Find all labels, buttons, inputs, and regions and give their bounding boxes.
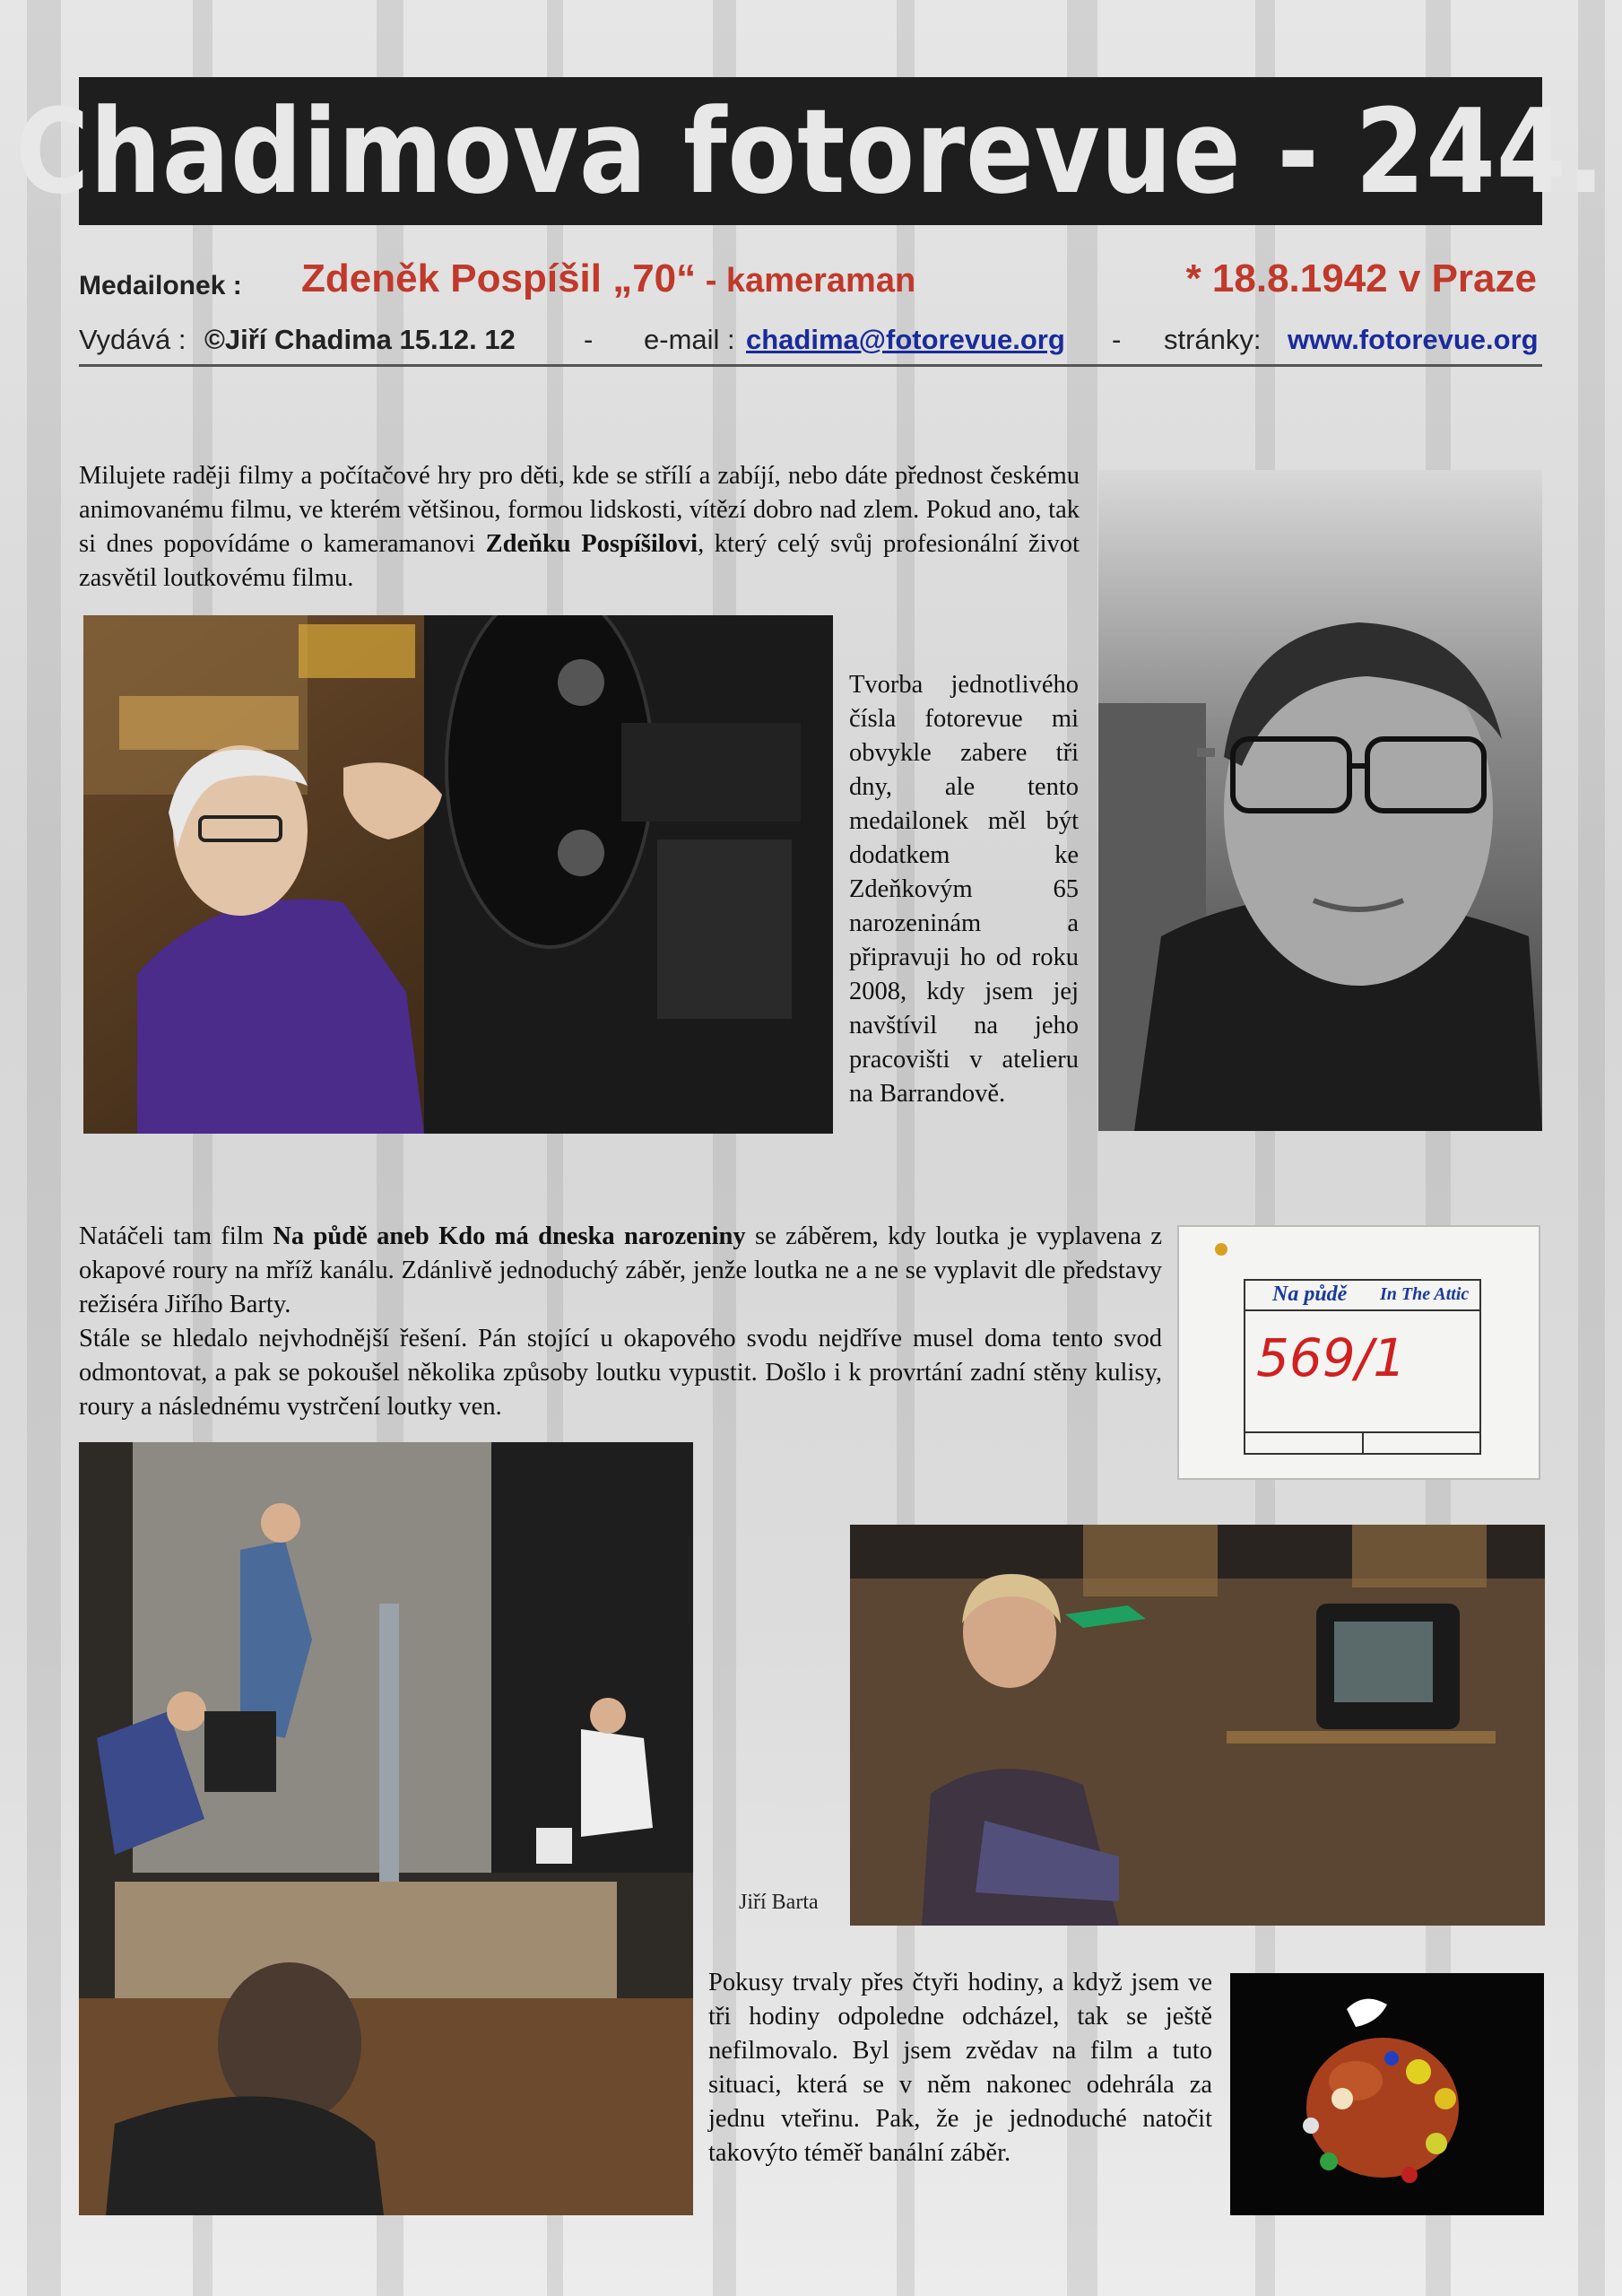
subject-role: - kameraman	[696, 262, 916, 300]
caption-jiri-barta: Jiří Barta	[739, 1891, 819, 1914]
intro-paragraph	[79, 459, 1080, 596]
clapper-dot	[1215, 1243, 1227, 1256]
birth-info: * 18.8.1942 v Praze	[1185, 257, 1537, 300]
separator-1: -	[584, 324, 594, 355]
clapper-slate	[1244, 1279, 1481, 1455]
clapper-take: 569/1	[1256, 1327, 1407, 1388]
subject-heading	[301, 257, 915, 301]
photo-cameraman-at-camera	[83, 615, 833, 1134]
paragraph-2	[79, 1220, 1162, 1322]
publisher-label: Vydává :	[79, 324, 186, 355]
medailonek-row	[79, 255, 1542, 309]
photo-portrait	[1098, 470, 1542, 1131]
photo-studio-set	[79, 1442, 693, 2215]
studio-photo-image	[79, 1442, 693, 2215]
barta-photo-image	[850, 1525, 1545, 1926]
paragraph-3: Stále se hledalo nejvhodnější řešení. Pán stojící u okapového svodu nejdříve musel doma tento svod odmontovat, a pak se pokoušel několika způsoby loutku vypustit. Došlo i k provrtání zadní stěny kulisy, roury a následnému vystrčení loutky ven.	[79, 1325, 1162, 1421]
separator-2: -	[1112, 324, 1122, 355]
puppet-photo-image	[1230, 1973, 1544, 2215]
film-title: Na půdě aneb Kdo má dneska narozeniny	[273, 1222, 746, 1250]
paragraph-4: Pokusy trvaly přes čtyři hodiny, a když jsem ve tři hodiny odpoledne odcházel, tak se ještě nefilmovalo. Byl jsem zvědav na film a tuto situaci, která se v něm nakonec odehrála za jednu vteřinu. Pak, že je jednoduché natočit takovýto téměř banální záběr.	[708, 1969, 1212, 2167]
p2-text: Natáčeli tam film	[79, 1222, 273, 1250]
clapper-title-en: In The Attic	[1380, 1284, 1470, 1304]
page-title: Chadimova fotorevue - 244.	[15, 83, 1606, 220]
p2-text-end: se záběrem, kdy loutka je vyplavena z okapové roury na mříž kanálu. Zdánlivě jednoduchý záběr, jenže loutka ne a ne se vyplavit dle představy režiséra Jiřího Barty.	[79, 1222, 1163, 1318]
web-link[interactable]: www.fotorevue.org	[1288, 324, 1539, 355]
web-label: stránky:	[1164, 324, 1262, 355]
photo-puppet	[1230, 1973, 1544, 2215]
cameraman-photo-image	[83, 615, 833, 1134]
publisher-row	[79, 318, 1542, 360]
title-banner	[15, 77, 1606, 225]
intro-text-end: , který celý svůj profesionální život zasvětil loutkovému filmu.	[79, 530, 1080, 592]
header-divider	[79, 364, 1542, 367]
subject-name: Zdeněk Pospíšil „70“	[301, 257, 697, 300]
clapper-title-cz: Na půdě	[1272, 1283, 1348, 1306]
publisher-info: ©Jiří Chadima 15.12. 12	[204, 324, 516, 355]
intro-text: Milujete raději filmy a počítačové hry pro děti, kde se střílí a zabíjí, nebo dáte přednost českému animovanému filmu, ve kterém většinou, formou lidskosti, vítězí dobro nad zlem. Pokud ano, tak si dnes popovídáme o kameramanovi	[79, 462, 1080, 558]
email-label: e-mail :	[644, 324, 735, 355]
medailonek-label: Medailonek :	[79, 271, 242, 300]
column-paragraph: Tvorba jednotlivého čísla fotorevue mi obvykle zabere tři dny, ale tento medailonek měl být dodatkem ke Zdeňkovým 65 narozeninám a připravuji ho od roku 2008, kdy jsem jej navštívil na jeho pracovišti v atelieru na Barrandově.	[849, 671, 1079, 1108]
intro-name: Zdeňku Pospíšilovi	[485, 530, 698, 558]
email-link[interactable]: chadima@fotorevue.org	[746, 324, 1065, 355]
portrait-photo-image	[1098, 470, 1542, 1131]
photo-jiri-barta	[850, 1525, 1545, 1926]
clapperboard	[1177, 1225, 1540, 1480]
